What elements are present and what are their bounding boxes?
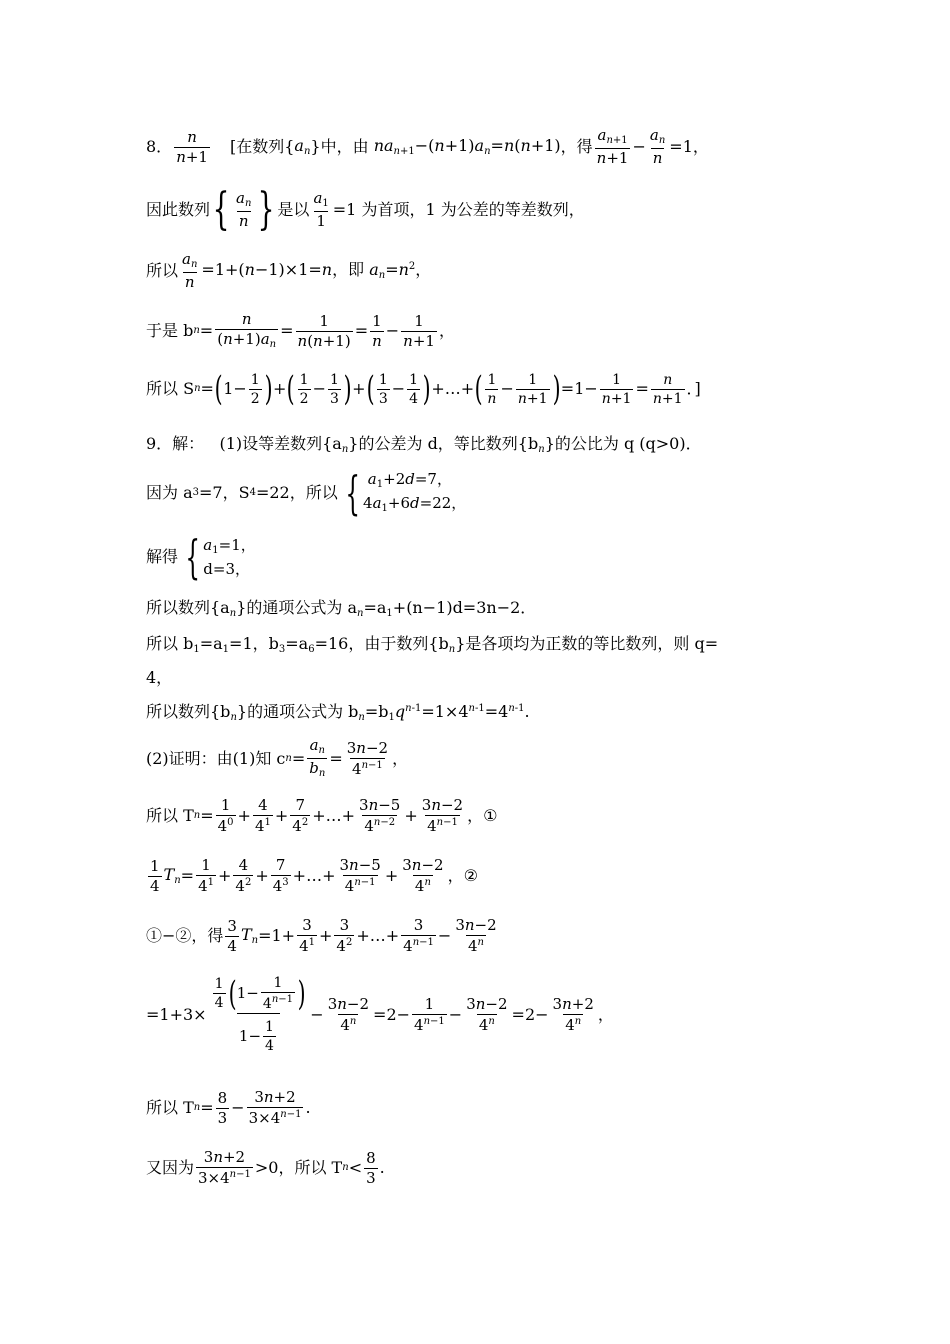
p9-line6: 4， bbox=[146, 668, 173, 687]
p8-line3: 所以 $\frac{a_n}{n}$ =1+(n−1)×1=n，即 $a_n=n^2$， bbox=[146, 250, 432, 291]
p9-line10: $\frac{1}{4}$ $T_n$ = $\frac{1}{4^1}$ + $\frac{4}{4^2}$ + $\frac{7}{4^3}$ +…+ $\frac{3n-5}{4^{n-1}}$ + $\frac{3n-2}{4^n}$ ， ② bbox=[150, 856, 478, 895]
p9-line13: 所以 T n = $\frac{8}{3}$ − $\frac{3n+2}{3\times 4^{n-1}}$ . bbox=[146, 1088, 311, 1127]
p9-line3: 解得 { $a_1=1$， d=3， bbox=[146, 530, 256, 584]
p9-line2: 因为 a 3 =7，S 4 =22，所以 { $a_1+2d=7$， $4a_1+6d=22$， bbox=[146, 466, 467, 520]
p8-line4: 于是 b n = $\frac{n}{(n+1)a_n}$ = $\frac{1}{n(n+1)}$ = $\frac{1}{n}$ − $\frac{1}{n+1}$ ， bbox=[146, 310, 455, 350]
p9-line9: 所以 T n = $\frac{1}{4^0}$ + $\frac{4}{4^1}$ + $\frac{7}{4^2}$ +…+ $\frac{3n-5}{4^{n-2}}$ + $\frac{3n-2}{4^{n-1}}$ ， ① bbox=[146, 796, 498, 835]
p9-line12: =1+3× $\frac{1}{4}$ ( 1− $\frac{1}{4^{n-1}}$ ) 1− $\frac{1}{4}$ − $\frac{3n-2}{4^n}$ =2− $\frac{1}{4^{n-1}}$ − $\frac{3n-2}{4^n}$ =2− $\frac{3n+2}{4^n}$ ， bbox=[146, 973, 614, 1054]
p9-line4: 所以数列$\{a_n\}$的通项公式为 $a_n=a_1+(n-1)d=3n-2$． bbox=[146, 598, 537, 619]
p9-line7: 所以数列$\{b_n\}$的通项公式为 $b_n=b_1q^{n-1}=1\times 4^{n-1}=4^{n-1}$. bbox=[146, 702, 530, 723]
p8-line5: 所以 S n = ( 1− $\frac{1}{2}$ ) + ( $\frac{1}{2}$ − $\frac{1}{3}$ ) + ( $\frac{1}{3}$ − $\frac{1}{4}$ ) +…+ ( $\frac{1}{n}$ − $\frac{1}{n+1}$ ) =1− $\frac{1}{n+1}$ = $\frac{n}{n+1}$ ．] bbox=[146, 369, 701, 409]
p9-line8: (2)证明：由(1)知 c n = $\frac{a_n}{b_n}$ = $\frac{3n-2}{4^{n-1}}$ ， bbox=[146, 736, 409, 779]
p9-line5: 所以 $b_1=a_1=1$，$b_3=a_6=16$，由于数列$\{b_n\}$是各项均为正数的等比数列，则 q= bbox=[146, 634, 719, 655]
p9-line11: ①−②，得 $\frac{3}{4}$ $T_n$ =1+ $\frac{3}{4^1}$ + $\frac{3}{4^2}$ +…+ $\frac{3}{4^{n-1}}$ − $\frac{3n-2}{4^n}$ bbox=[146, 916, 497, 955]
system-1: { $a_1+2d=7$， $4a_1+6d=22$， bbox=[345, 466, 467, 520]
p8-answer: $\frac{n}{n+1}$ bbox=[176, 127, 208, 166]
p9-line1: 9．解： (1)设等差数列$\{a_n\}$的公差为 d，等比数列$\{b_n\}$的公比为 q (q>0)． bbox=[146, 434, 702, 455]
p8-line2: 因此数列 { $\frac{a_n}{n}$ } 是以 $\frac{a_1}{1}$ =1 为首项，1 为公差的等差数列， bbox=[146, 184, 585, 235]
p8-line1: 8． $\frac{n}{n+1}$ [在数列{ $a_n$ }中，由 $na_{n+1}-(n+1)a_n=n(n+1)$ ，得 $\frac{a_{n+1}}{n+1}$ − $\frac{a_n}{n}$ =1， bbox=[146, 126, 709, 167]
p9-line14: 又因为 $\frac{3n+2}{3\times 4^{n-1}}$ >0，所以 T n < $\frac{8}{3}$ . bbox=[146, 1148, 385, 1187]
system-2: { $a_1=1$， d=3， bbox=[185, 530, 256, 584]
